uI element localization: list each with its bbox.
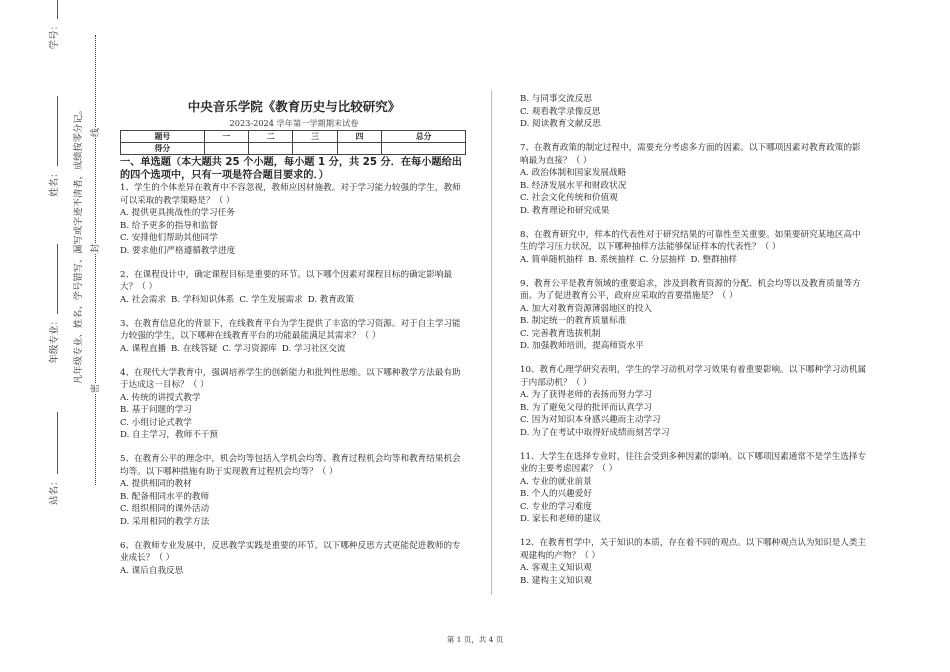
answer-option[interactable]: A. 课程直播 bbox=[120, 343, 167, 354]
answer-option[interactable]: A. 课后自我反思 bbox=[120, 565, 184, 576]
score-header-cell: 总分 bbox=[382, 131, 466, 143]
question-4 bbox=[120, 367, 468, 442]
binding-margin bbox=[0, 0, 110, 672]
question-10 bbox=[520, 364, 868, 439]
question-12 bbox=[520, 537, 868, 587]
id-field[interactable] bbox=[57, 0, 58, 19]
answer-option[interactable]: D. 家长和老师的建议 bbox=[520, 514, 601, 524]
score-header-cell: 四 bbox=[337, 131, 381, 143]
seal-char-feng: 封 bbox=[88, 244, 101, 253]
answer-option[interactable]: A. 政治体制和国家发展战略 bbox=[520, 168, 627, 178]
answer-option[interactable]: C. 学生发展需求 bbox=[239, 294, 303, 305]
student-info-fields bbox=[46, 0, 60, 505]
answer-option[interactable]: B. 建构主义知识观 bbox=[520, 575, 592, 586]
answer-option[interactable]: D. 加强教师培训，提高师资水平 bbox=[520, 341, 644, 351]
question-stem: 11、大学生在选择专业时，往往会受到多种因素的影响。以下哪项因素通常不是学生选择专业的主要考虑因素？（ ） bbox=[520, 451, 867, 474]
question-stem: 6、在教师专业发展中，反思教学实践是重要的环节。以下哪种反思方式更能促进教师的专业成长？（ ） bbox=[120, 540, 461, 563]
option-line bbox=[120, 294, 468, 307]
answer-option[interactable]: D. 采用相同的教学方法 bbox=[120, 516, 210, 527]
answer-option[interactable]: A. 为了获得老师的表扬而努力学习 bbox=[520, 390, 652, 400]
answer-option[interactable]: B. 基于问题的学习 bbox=[120, 405, 192, 415]
score-cell[interactable] bbox=[293, 143, 337, 155]
answer-option[interactable]: C. 因为对知识本身感兴趣而主动学习 bbox=[520, 415, 661, 425]
score-cell[interactable] bbox=[337, 143, 381, 155]
answer-option[interactable]: B. 为了避免父母的批评而认真学习 bbox=[520, 402, 653, 413]
site-label: 站名： bbox=[49, 476, 60, 505]
score-table bbox=[120, 130, 466, 155]
answer-option[interactable]: B. 配备相同水平的教师 bbox=[120, 491, 210, 502]
answer-option[interactable]: D. 教育理论和研究成果 bbox=[520, 205, 610, 216]
seal-dotted-line bbox=[95, 35, 96, 485]
question-6 bbox=[120, 540, 468, 578]
answer-option[interactable]: C. 观看教学录像反思 bbox=[520, 106, 601, 117]
answer-option[interactable]: A. 专业的就业前景 bbox=[520, 476, 592, 487]
score-header-cell: 二 bbox=[249, 131, 293, 143]
score-table-score-row bbox=[121, 143, 466, 155]
name-field[interactable] bbox=[57, 96, 58, 166]
question-stem: 8、在教育研究中，样本的代表性对于研究结果的可靠性至关重要。如果要研究某地区高中生的学习压力状况，以下哪种抽样方法能够保证样本的代表性？（ ） bbox=[520, 229, 861, 252]
question-6 bbox=[520, 93, 868, 131]
question-11 bbox=[520, 451, 868, 526]
grade-field[interactable] bbox=[57, 244, 58, 314]
score-cell[interactable] bbox=[382, 143, 466, 155]
question-stem: 12、在教育哲学中，关于知识的本质，存在着不同的观点。以下哪种观点认为知识是人类主观建构的产物？（ ） bbox=[520, 538, 867, 561]
grade-label: 年级专业： bbox=[49, 315, 60, 364]
name-label: 姓名： bbox=[49, 168, 60, 197]
answer-option[interactable]: B. 给予更多的指导和监督 bbox=[120, 220, 218, 231]
answer-option[interactable]: C. 学习资源库 bbox=[222, 343, 277, 354]
left-column bbox=[120, 182, 468, 577]
answer-option[interactable]: A. 传统的讲授式教学 bbox=[120, 392, 201, 403]
answer-option[interactable]: B. 制定统一的教育质量标准 bbox=[520, 316, 627, 326]
binding-notice: 凡年级专业、姓名、学号错写、漏写或字迹不清者，成绩按零分记。 bbox=[73, 105, 84, 384]
question-stem: 2、在课程设计中，确定课程目标是重要的环节。以下哪个因素对课程目标的确定影响最大？（ ） bbox=[120, 269, 453, 292]
question-stem: 4、在现代大学教育中，强调培养学生的创新能力和批判性思维。以下哪种教学方法最有助于达成这一目标？（ ） bbox=[120, 367, 461, 390]
question-stem: 9、教育公平是教育领域的重要追求，涉及到教育资源的分配、机会均等以及教育质量等方面。为了促进教育公平，政府应采取的首要措施是？（ ） bbox=[520, 278, 861, 301]
question-3 bbox=[120, 318, 468, 356]
answer-option[interactable]: C. 专业的学习难度 bbox=[520, 501, 592, 512]
answer-option[interactable]: C. 完善教育选拔机制 bbox=[520, 328, 601, 339]
answer-option[interactable]: C. 组织相同的课外活动 bbox=[120, 504, 210, 514]
column-divider bbox=[491, 90, 492, 595]
question-7 bbox=[520, 142, 868, 217]
section-heading: 一、单选题（本大题共 25 个小题，每小题 1 分，共 25 分．在每小题给出的四个选项中，只有一项是符合题目要求的．） bbox=[120, 157, 462, 181]
answer-option[interactable]: D. 阅读教育文献反思 bbox=[520, 119, 601, 129]
exam-subtitle: 2023-2024 学年第一学期期末试卷 bbox=[229, 118, 359, 128]
score-table-header-row bbox=[121, 131, 466, 143]
answer-option[interactable]: A. 加大对教育资源薄弱地区的投入 bbox=[520, 303, 652, 314]
answer-option[interactable]: D. 要求他们严格遵循教学进度 bbox=[120, 245, 236, 256]
answer-option[interactable]: D. 自主学习，教师不干预 bbox=[120, 430, 218, 440]
answer-option[interactable]: A. 提供更具挑战性的学习任务 bbox=[120, 208, 235, 218]
answer-option[interactable]: B. 系统抽样 bbox=[588, 254, 635, 265]
option-line bbox=[520, 254, 868, 267]
answer-option[interactable]: C. 社会文化传统和价值观 bbox=[520, 193, 618, 203]
score-row-label: 得分 bbox=[121, 143, 205, 155]
question-stem: 5、在教育公平的理念中，机会均等包括入学机会均等、教育过程机会均等和教育结果机会均等。以下哪种措施有助于实现教育过程机会均等？（ ） bbox=[120, 454, 461, 477]
answer-option[interactable]: A. 简单随机抽样 bbox=[520, 254, 584, 265]
question-5 bbox=[120, 453, 468, 528]
answer-option[interactable]: A. 社会需求 bbox=[120, 294, 167, 305]
answer-option[interactable]: D. 整群抽样 bbox=[690, 254, 737, 265]
score-header-cell: 三 bbox=[293, 131, 337, 143]
option-line bbox=[120, 343, 468, 356]
answer-option[interactable]: D. 教育政策 bbox=[307, 294, 355, 305]
score-cell[interactable] bbox=[204, 143, 248, 155]
question-8 bbox=[520, 229, 868, 267]
answer-option[interactable]: A. 客观主义知识观 bbox=[520, 563, 592, 573]
seal-char-mi: 密 bbox=[88, 384, 101, 393]
answer-option[interactable]: C. 小组讨论式教学 bbox=[120, 417, 192, 428]
right-column bbox=[520, 93, 868, 587]
score-cell[interactable] bbox=[249, 143, 293, 155]
seal-char-xian: 线 bbox=[88, 128, 101, 137]
site-field[interactable] bbox=[57, 412, 58, 474]
answer-option[interactable]: B. 在线答疑 bbox=[171, 343, 218, 354]
page-footer: 第 1 页，共 4 页 bbox=[446, 635, 504, 644]
question-stem: 1、学生的个体差异在教育中不容忽视，教师应因材施教。对于学习能力较强的学生，教师可以采取的教学策略是？（ ） bbox=[120, 183, 461, 206]
answer-option[interactable]: C. 分层抽样 bbox=[639, 254, 686, 265]
id-label: 学号： bbox=[49, 20, 60, 50]
question-2 bbox=[120, 269, 468, 307]
question-stem: 7、在教育政策的制定过程中，需要充分考虑多方面的因素。以下哪项因素对教育政策的影响最为直接？（ ） bbox=[520, 143, 861, 166]
answer-option[interactable]: B. 个人的兴趣爱好 bbox=[520, 489, 592, 499]
answer-option[interactable]: B. 学科知识体系 bbox=[171, 294, 235, 305]
exam-title: 中央音乐学院《教育历史与比较研究》 bbox=[187, 99, 401, 114]
answer-option[interactable]: C. 安排他们帮助其他同学 bbox=[120, 233, 218, 243]
question-9 bbox=[520, 278, 868, 353]
question-stem: 3、在教育信息化的背景下，在线教育平台为学生提供了丰富的学习资源。对于自主学习能力较强的学生，以下哪种在线教育平台的功能最能满足其需求？（ ） bbox=[120, 318, 461, 341]
answer-option[interactable]: D. 学习社区交流 bbox=[281, 343, 346, 354]
answer-option[interactable]: B. 经济发展水平和财政状况 bbox=[520, 180, 627, 191]
score-header-cell: 题号 bbox=[121, 131, 205, 143]
question-stem: 10、教育心理学研究表明，学生的学习动机对学习效果有着重要影响。以下哪种学习动机属于内部动机？（ ） bbox=[520, 365, 867, 388]
score-header-cell: 一 bbox=[204, 131, 248, 143]
answer-option[interactable]: B. 与同事交流反思 bbox=[520, 94, 592, 104]
answer-option[interactable]: A. 提供相同的教材 bbox=[120, 479, 192, 489]
question-1 bbox=[120, 182, 468, 257]
answer-option[interactable]: D. 为了在考试中取得好成绩而刻苦学习 bbox=[520, 427, 670, 438]
